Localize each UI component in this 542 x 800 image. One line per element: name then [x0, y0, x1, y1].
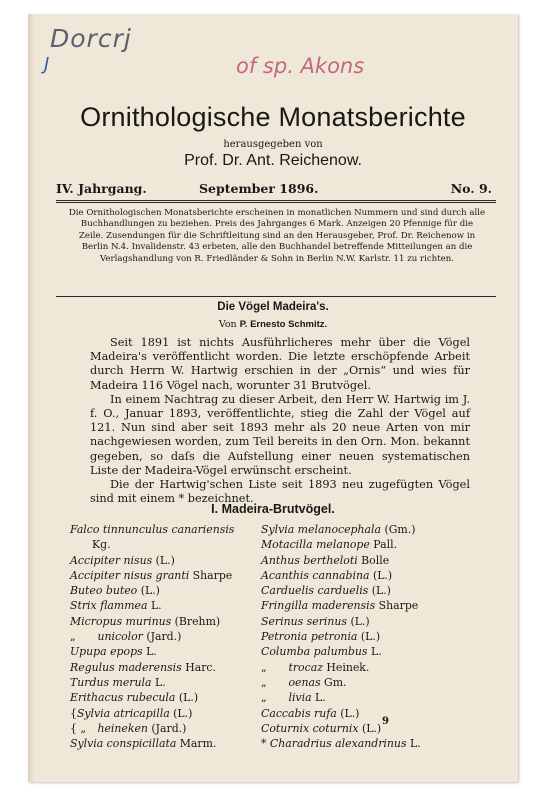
- species-name: Anthus bertheloti: [261, 553, 358, 567]
- species-entry: [261, 568, 481, 583]
- species-authority: Sharpe: [189, 568, 233, 582]
- species-name: trocaz: [285, 660, 323, 674]
- species-name: Acanthis cannabina: [261, 568, 370, 582]
- species-name: Carduelis carduelis: [261, 584, 369, 598]
- species-entry: [261, 553, 481, 568]
- article-paragraph: Seit 1891 ist nichts Ausführlicheres mehr über die Vögel Madeira's veröffentlicht worden. Die letzte erschöpfende Arbeit durch Herrn W. Hartwig erschien in der „Ornis“ und wies für Madeira 116 Vögel nach, worunter 31 Brutvögel.: [90, 336, 470, 392]
- species-name: Accipiter nisus: [70, 553, 153, 567]
- species-authority: Harc.: [181, 660, 216, 674]
- species-authority: (L.): [358, 721, 382, 735]
- species-entry: [70, 721, 270, 736]
- species-name: Micropus murinus: [70, 614, 172, 628]
- species-entry: [70, 629, 270, 644]
- subscription-notice: Die Ornithologischen Monatsberichte erscheinen in monatlichen Nummern und sind durch alle Buchhandlungen zu beziehen. Preis des Jahrganges 6 Mark. Anzeigen 20 Pfennige für die Zeile. Zusendungen für die Schriftleitung sind an den Herausgeber, Prof. Dr. Reichenow in Berlin N.4. Invalidenstr. 43 erbeten, alle den Buchhandel betreffende Mitteilungen an die Verlagshandlung von R. Friedländer & Sohn in Berlin N.W. Karlstr. 11 zu richten.: [68, 208, 486, 264]
- species-entry: [70, 660, 270, 675]
- species-authority: (L.): [347, 614, 370, 628]
- issue-date: September 1896.: [199, 181, 319, 196]
- species-name: Turdus merula: [70, 675, 152, 689]
- species-authority: (L.): [169, 706, 193, 720]
- species-authority: L.: [147, 599, 162, 613]
- species-name: Accipiter nisus granti: [70, 568, 190, 582]
- species-name: Fringilla maderensis: [261, 599, 376, 613]
- species-name: Falco tinnunculus canariensis: [70, 523, 235, 536]
- species-entry: [261, 614, 481, 629]
- species-prefix: „: [261, 675, 267, 689]
- handwritten-note-top-center: of sp. Akons: [236, 54, 365, 78]
- species-name: heineken: [94, 721, 148, 735]
- species-entry: [261, 706, 481, 721]
- species-entry: [261, 690, 481, 705]
- species-name: Buteo buteo: [70, 584, 138, 598]
- species-authority: L.: [151, 675, 166, 689]
- article-paragraph: In einem Nachtrag zu dieser Arbeit, den Herr W. Hartwig im J. f. O., Januar 1893, veröffentlichte, stieg die Zahl der Vögel auf 121. Nun sind aber seit 1893 mehr als 20 neue Arten von mir nachgewiesen worden, zum Teil bereits in den Orn. Mon. bekannt gegeben, so daſs die Aufstellung einer neuen systematischen Liste der Madeira-Vögel erwünscht erscheint.: [90, 392, 470, 477]
- handwritten-note-top-left: Dorcrj: [50, 24, 132, 53]
- species-name: Charadrius alexandrinus: [266, 737, 407, 751]
- species-authority: Gm.: [320, 675, 347, 689]
- species-prefix: „: [261, 691, 267, 705]
- species-authority: Kg.: [92, 538, 111, 552]
- species-authority: (L.): [137, 584, 160, 598]
- species-list-left: [70, 522, 270, 751]
- journal-page: [28, 14, 518, 782]
- species-authority: (L.): [369, 568, 393, 582]
- species-entry: [70, 522, 270, 537]
- species-authority: Bolle: [357, 553, 390, 567]
- article-byline: [28, 319, 518, 330]
- species-entry: [261, 675, 481, 690]
- species-authority: (L.): [175, 691, 199, 705]
- species-name: oenas: [285, 675, 321, 689]
- article-author: P. Ernesto Schmitz.: [239, 319, 328, 330]
- divider-rule: [56, 202, 496, 203]
- species-authority: (Jard.): [142, 630, 182, 644]
- species-name: Petronia petronia: [261, 630, 358, 644]
- species-authority: (Gm.): [381, 523, 416, 536]
- species-entry: [70, 583, 270, 598]
- species-name: livia: [285, 691, 312, 705]
- species-authority: Marm.: [176, 737, 217, 751]
- species-entry: [261, 660, 481, 675]
- species-authority: Sharpe: [375, 599, 419, 613]
- journal-title: Ornithologische Monatsberichte: [80, 102, 466, 132]
- species-entry: [261, 598, 481, 613]
- species-name: Coturnix coturnix: [261, 721, 359, 735]
- species-name: Regulus maderensis: [70, 660, 182, 674]
- page-number: 9: [382, 716, 389, 727]
- article-paragraph: Die der Hartwig'schen Liste seit 1893 neu zugefügten Vögel sind mit einem * bezeichnet.: [90, 478, 470, 506]
- divider-rule: [56, 296, 496, 297]
- species-authority: Pall.: [369, 538, 398, 552]
- species-authority: L.: [367, 645, 382, 659]
- species-prefix: *: [261, 737, 267, 751]
- species-entry: [70, 537, 270, 552]
- species-authority: (L.): [368, 584, 391, 598]
- issue-number: No. 9.: [450, 181, 492, 196]
- byline-prefix: Von: [218, 319, 237, 330]
- species-entry: [261, 583, 481, 598]
- species-prefix: { „: [70, 721, 87, 735]
- species-authority: L.: [142, 645, 157, 659]
- species-prefix: „: [261, 660, 267, 674]
- species-name: Sylvia melanocephala: [261, 523, 382, 536]
- species-entry: [70, 675, 270, 690]
- species-name: Motacilla melanope: [261, 538, 370, 552]
- species-entry: [70, 706, 270, 721]
- species-entry: [261, 522, 481, 537]
- species-name: Erithacus rubecula: [70, 691, 176, 705]
- article-body: [90, 336, 470, 506]
- species-name: Upupa epops: [70, 645, 143, 659]
- species-entry: [70, 690, 270, 705]
- editor-name: Prof. Dr. Ant. Reichenow.: [184, 152, 362, 169]
- species-entry: [70, 598, 270, 613]
- species-authority: Heinek.: [322, 660, 370, 674]
- species-authority: (L.): [152, 553, 175, 567]
- species-name: Columba palumbus: [261, 645, 368, 659]
- species-name: Sylvia conspicillata: [70, 737, 177, 751]
- species-list-right: [261, 522, 481, 751]
- species-entry: [261, 537, 481, 552]
- issue-info-line: [56, 181, 496, 201]
- species-authority: L.: [311, 691, 326, 705]
- editor-line: herausgegeben von: [223, 139, 323, 150]
- species-authority: (Brehm): [171, 614, 221, 628]
- species-entry: [70, 614, 270, 629]
- species-entry: [70, 553, 270, 568]
- species-name: Strix flammea: [70, 599, 148, 613]
- species-name: Serinus serinus: [261, 614, 348, 628]
- handwritten-mark: J: [44, 54, 50, 75]
- species-entry: [261, 644, 481, 659]
- species-entry: [261, 629, 481, 644]
- species-authority: (L.): [357, 630, 381, 644]
- issue-year: IV. Jahrgang.: [56, 181, 147, 196]
- species-name: unicolor: [94, 630, 143, 644]
- species-authority: (Jard.): [147, 721, 187, 735]
- species-entry: [261, 721, 481, 736]
- species-name: Caccabis rufa: [261, 706, 337, 720]
- species-entry: [261, 736, 481, 751]
- species-prefix: {: [70, 706, 77, 720]
- species-authority: L.: [406, 737, 421, 751]
- species-entry: [70, 568, 270, 583]
- section-title: I. Madeira-Brutvögel.: [211, 502, 335, 516]
- species-name: Sylvia atricapilla: [76, 706, 170, 720]
- article-title: Die Vögel Madeira's.: [217, 301, 329, 313]
- species-entry: [70, 736, 270, 751]
- divider-rule: [56, 200, 496, 201]
- species-entry: [70, 644, 270, 659]
- species-authority: (L.): [336, 706, 360, 720]
- species-prefix: „: [70, 630, 76, 644]
